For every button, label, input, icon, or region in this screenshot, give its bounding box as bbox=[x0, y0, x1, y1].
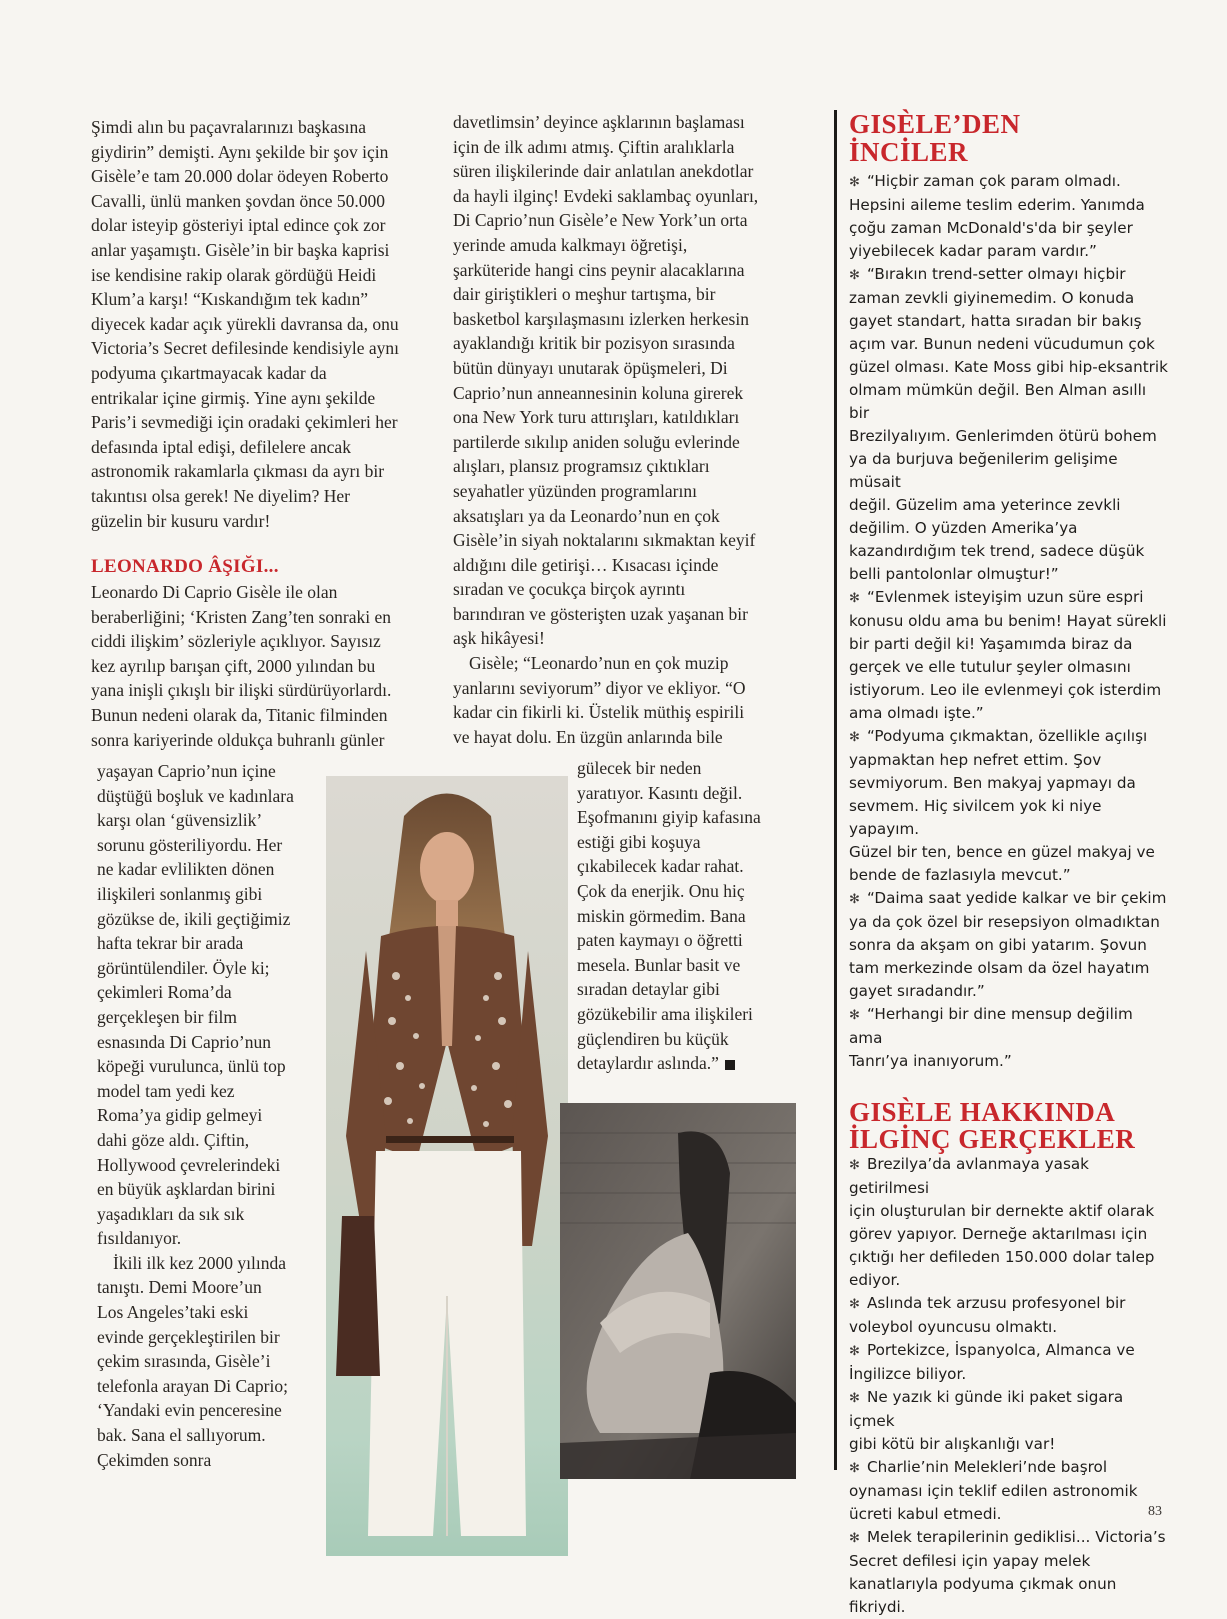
quote-text: “Bırakın trend-setter olmayı hiçbir zaman zevkli giyinemedim. O konuda gayet standart, hatta sıradan bir bakış açım var. Bunun nedeni vücudumun çok güzel olması. Kate Moss gibi hip-eksantrik olmam mümkün değil. Ben Alman asıllı bir Brezilyalıyım. Genlerimden ötürü bohem ya da burjuva beğenilerim gelişime müsait değil. Güzelim ama yeterince zevkli değilim. O yüzden Amerika’ya kazandırdığım tek trend, sadece düşük belli pantolonlar olmuştur!” bbox=[849, 265, 1168, 583]
quote-item bbox=[849, 170, 1169, 263]
article-column-1 bbox=[91, 115, 431, 752]
quote-item bbox=[849, 887, 1169, 1003]
fact-item bbox=[849, 1526, 1169, 1619]
fact-item bbox=[849, 1456, 1169, 1526]
article-column-1-wrapped bbox=[97, 759, 327, 1472]
column2-paragraph-3 bbox=[577, 758, 761, 1073]
asterisk-icon: ✻ bbox=[849, 1391, 860, 1406]
sidebar-title-quotes-line2: İNCİLER bbox=[849, 137, 969, 167]
article-column-2-wrapped bbox=[577, 756, 797, 1076]
asterisk-icon: ✻ bbox=[849, 1344, 860, 1359]
fact-text: Aslında tek arzusu profesyonel bir voleybol oyuncusu olmaktı. bbox=[849, 1294, 1126, 1336]
column1-paragraph-1: Şimdi alın bu paçavralarınızı başkasına giydirin” demişti. Aynı şekilde bir şov için Gisèle’e tam 20.000 dolar ödeyen Roberto Cavalli, ünlü manken şovdan önce 50.000 dolar isteyip gösteriyi iptal edince çok zor anlar yaşamıştı. Gisèle’in bir başka kaprisi ise kendisine rakip olarak gördüğü Heidi Klum’a karşı! “Kıskandığım tek kadın” diyecek kadar açık yürekli davransa da, onu Victoria’s Secret defilesinde kendisiyle aynı podyuma çıkartmayacak kadar da entrikalar içine girmiş. Yine aynı şekilde Paris’i sevmediği için oradaki çekimleri her defasında iptal edişi, defilelere ancak astronomik rakamlarla çıkması da ayrı bir takıntısı olsa gerek! Ne diyelim? Her güzelin bir kusuru vardır! bbox=[91, 117, 400, 531]
asterisk-icon: ✻ bbox=[849, 268, 860, 283]
column2-paragraph-2: Gisèle; “Leonardo’nun en çok muzip yanlarını seviyorum” diyor ve ekliyor. “O kadar cin fikirli ki. Üstelik müthiş espirili ve hayat dolu. En üzgün anlarında bile bbox=[453, 653, 746, 747]
asterisk-icon: ✻ bbox=[849, 1461, 860, 1476]
section-heading-leonardo: LEONARDO ÂŞIĞI... bbox=[91, 556, 279, 578]
quotes-list bbox=[849, 170, 1169, 1073]
fact-text: Brezilya’da avlanmaya yasak getirilmesi için oluşturulan bir dernekte aktif olarak görev yapıyor. Derneğe aktarılması için çıktığı her defileden 150.000 dolar talep ediyor. bbox=[849, 1155, 1155, 1289]
quote-item bbox=[849, 1003, 1169, 1073]
asterisk-icon: ✻ bbox=[849, 1297, 860, 1312]
sidebar-title-facts bbox=[849, 1099, 1169, 1153]
quote-item bbox=[849, 263, 1169, 586]
page-number: 83 bbox=[1148, 1504, 1162, 1519]
asterisk-icon: ✻ bbox=[849, 175, 860, 190]
sidebar-title-facts-line2: İLGİNÇ GERÇEKLER bbox=[849, 1124, 1136, 1154]
quote-item bbox=[849, 725, 1169, 887]
black-and-white-photo-image bbox=[560, 1103, 796, 1479]
asterisk-icon: ✻ bbox=[849, 730, 860, 745]
column2-paragraph-3-text: gülecek bir neden yaratıyor. Kasıntı değil. Eşofmanını giyip kafasına estiği gibi koşuya çıkabilecek kadar rahat. Çok da enerjik. Onu hiç miskin görmedim. Bana paten kaymayı o öğretti mesela. Bunlar basit ve sıradan detaylar gibi gözükebilir ama ilişkileri güçlendiren bu küçük detaylardır aslında.” bbox=[577, 758, 761, 1074]
quote-text: “Daima saat yedide kalkar ve bir çekim ya da çok özel bir resepsiyon olmadıktan sonra da akşam on gibi yatarım. Şovun tam merkezinde olsam da özel hayatım gayet sıradandır.” bbox=[849, 889, 1167, 1000]
column1-paragraph-2: Leonardo Di Caprio Gisèle ile olan beraberliğini; ‘Kristen Zang’ten sonraki en ciddi ilişkim’ sözleriyle açıklıyor. Sayısız kez ayrılıp barışan çift, 2000 yılından bu yana inişli çıkışlı bir ilişki sürdürüyorlardı. Bunun nedeni olarak da, Titanic filminden sonra kariyerinde oldukça buhranlı günler bbox=[91, 582, 392, 750]
asterisk-icon: ✻ bbox=[849, 1158, 860, 1173]
sidebar-divider-line bbox=[834, 110, 837, 1470]
asterisk-icon: ✻ bbox=[849, 892, 860, 907]
asterisk-icon: ✻ bbox=[849, 591, 860, 606]
quote-text: “Hiçbir zaman çok param olmadı. Hepsini aileme teslim ederim. Yanımda çoğu zaman McDonald's'da bir şeyler yiyebilecek kadar param vardır.” bbox=[849, 172, 1145, 260]
sidebar-title-quotes-line1: GISÈLE’DEN bbox=[849, 109, 1021, 139]
fact-text: Charlie’nin Melekleri’nde başrol oynaması için teklif edilen astronomik ücreti kabul etmedi. bbox=[849, 1458, 1138, 1523]
fact-text: Portekizce, İspanyolca, Almanca ve İngilizce biliyor. bbox=[849, 1341, 1135, 1383]
quote-text: “Podyuma çıkmaktan, özellikle açılışı yapmaktan hep nefret ettim. Şov sevmiyorum. Ben makyaj yapmayı da sevmem. Hiç sivilcem yok ki niye yapayım. Güzel bir ten, bence en güzel makyaj ve bende de fazlasıyla mevcut.” bbox=[849, 727, 1155, 884]
quote-item bbox=[849, 586, 1169, 725]
column1-paragraph-3: yaşayan Caprio’nun içine düştüğü boşluk ve kadınlara karşı olan ‘güvensizlik’ sorunu gösteriliyordu. Her ne kadar evlilikten dönen ilişkileri sonlanmış gibi gözükse de, ikili geçtiğimiz hafta tekrar bir arada görüntülendiler. Öyle ki; çekimleri Roma’da gerçekleşen bir film esnasında Di Caprio’nun köpeği vurulunca, ünlü top model tam yedi kez Roma’ya gidip gelmeyi dahi göze aldı. Çiftin, Hollywood çevrelerindeki en büyük aşklardan birini yaşadıkları da sık sık fısıldanıyor. bbox=[97, 761, 294, 1249]
fact-item bbox=[849, 1153, 1169, 1292]
fact-text: Ne yazık ki günde iki paket sigara içmek gibi kötü bir alışkanlığı var! bbox=[849, 1388, 1124, 1453]
fact-text: Melek terapilerinin gediklisi... Victoria’s Secret defilesi için yapay melek kanatlarıyla podyuma çıkmak onun fikriydi. bbox=[849, 1528, 1166, 1616]
runway-photo-image bbox=[326, 776, 568, 1556]
asterisk-icon: ✻ bbox=[849, 1008, 860, 1023]
sidebar bbox=[849, 110, 1169, 1619]
column1-paragraph-4: İkili ilk kez 2000 yılında tanıştı. Demi Moore’un Los Angeles’taki eski evinde gerçekleştirilen bir çekim sırasında, Gisèle’i telefonla arayan Di Caprio; ‘Yandaki evin penceresine bak. Sana el sallıyorum. Çekimden sonra bbox=[97, 1252, 288, 1470]
quote-text: “Herhangi bir dine mensup değilim ama Tanrı’ya inanıyorum.” bbox=[849, 1005, 1133, 1070]
fact-item bbox=[849, 1386, 1169, 1456]
article-column-2 bbox=[453, 110, 793, 749]
asterisk-icon: ✻ bbox=[849, 1531, 860, 1546]
sidebar-title-facts-line1: GISÈLE HAKKINDA bbox=[849, 1097, 1116, 1127]
runway-photo bbox=[326, 776, 568, 1556]
facts-list bbox=[849, 1153, 1169, 1619]
black-and-white-photo bbox=[560, 1103, 796, 1479]
fact-item bbox=[849, 1339, 1169, 1386]
quote-text: “Evlenmek isteyişim uzun süre espri konusu oldu ama bu benim! Hayat sürekli bir parti değil ki! Yaşamımda biraz da gerçek ve elle tutulur şeyler olmasını istiyorum. Leo ile evlenmeyi çok isterdim ama olmadı işte.” bbox=[849, 588, 1167, 722]
sidebar-title-quotes bbox=[849, 110, 1169, 166]
column2-paragraph-1: davetlimsin’ deyince aşklarının başlaması için de ilk adımı atmış. Çiftin aralıklarla süren ilişkilerinde dair anlatılan anekdotlar da hayli ilginç! Evdeki saklambaç oyunları, Di Caprio’nun Gisèle’e New York’un orta yerinde amuda kalkmayı öğretişi, şarküteride hangi cins peynir alacaklarına dair giriştikleri o meşhur tartışma, bir basketbol karşılaşmasını izlerken herkesin ayaklandığı kritik bir pozisyon sırasında bütün dünyayı unutarak öpüşmeleri, Di Caprio’nun anneannesinin koluna girerek ona New York turu attırışları, katıldıkları partilerde sıkılıp aniden soluğu evlerinde alışları, plansız programsız çıktıkları seyahatler yüzünden programlarını aksatışları ya da Leonardo’nun en çok Gisèle’in siyah noktalarını sıkmaktan keyif aldığını dile getirişi… Kısacası içinde sıradan ve çocukça birçok ayrıntı barındıran ve gösterişten uzak yaşanan bir aşk hikâyesi! bbox=[453, 112, 759, 649]
fact-item bbox=[849, 1292, 1169, 1339]
end-of-article-mark bbox=[725, 1060, 735, 1070]
